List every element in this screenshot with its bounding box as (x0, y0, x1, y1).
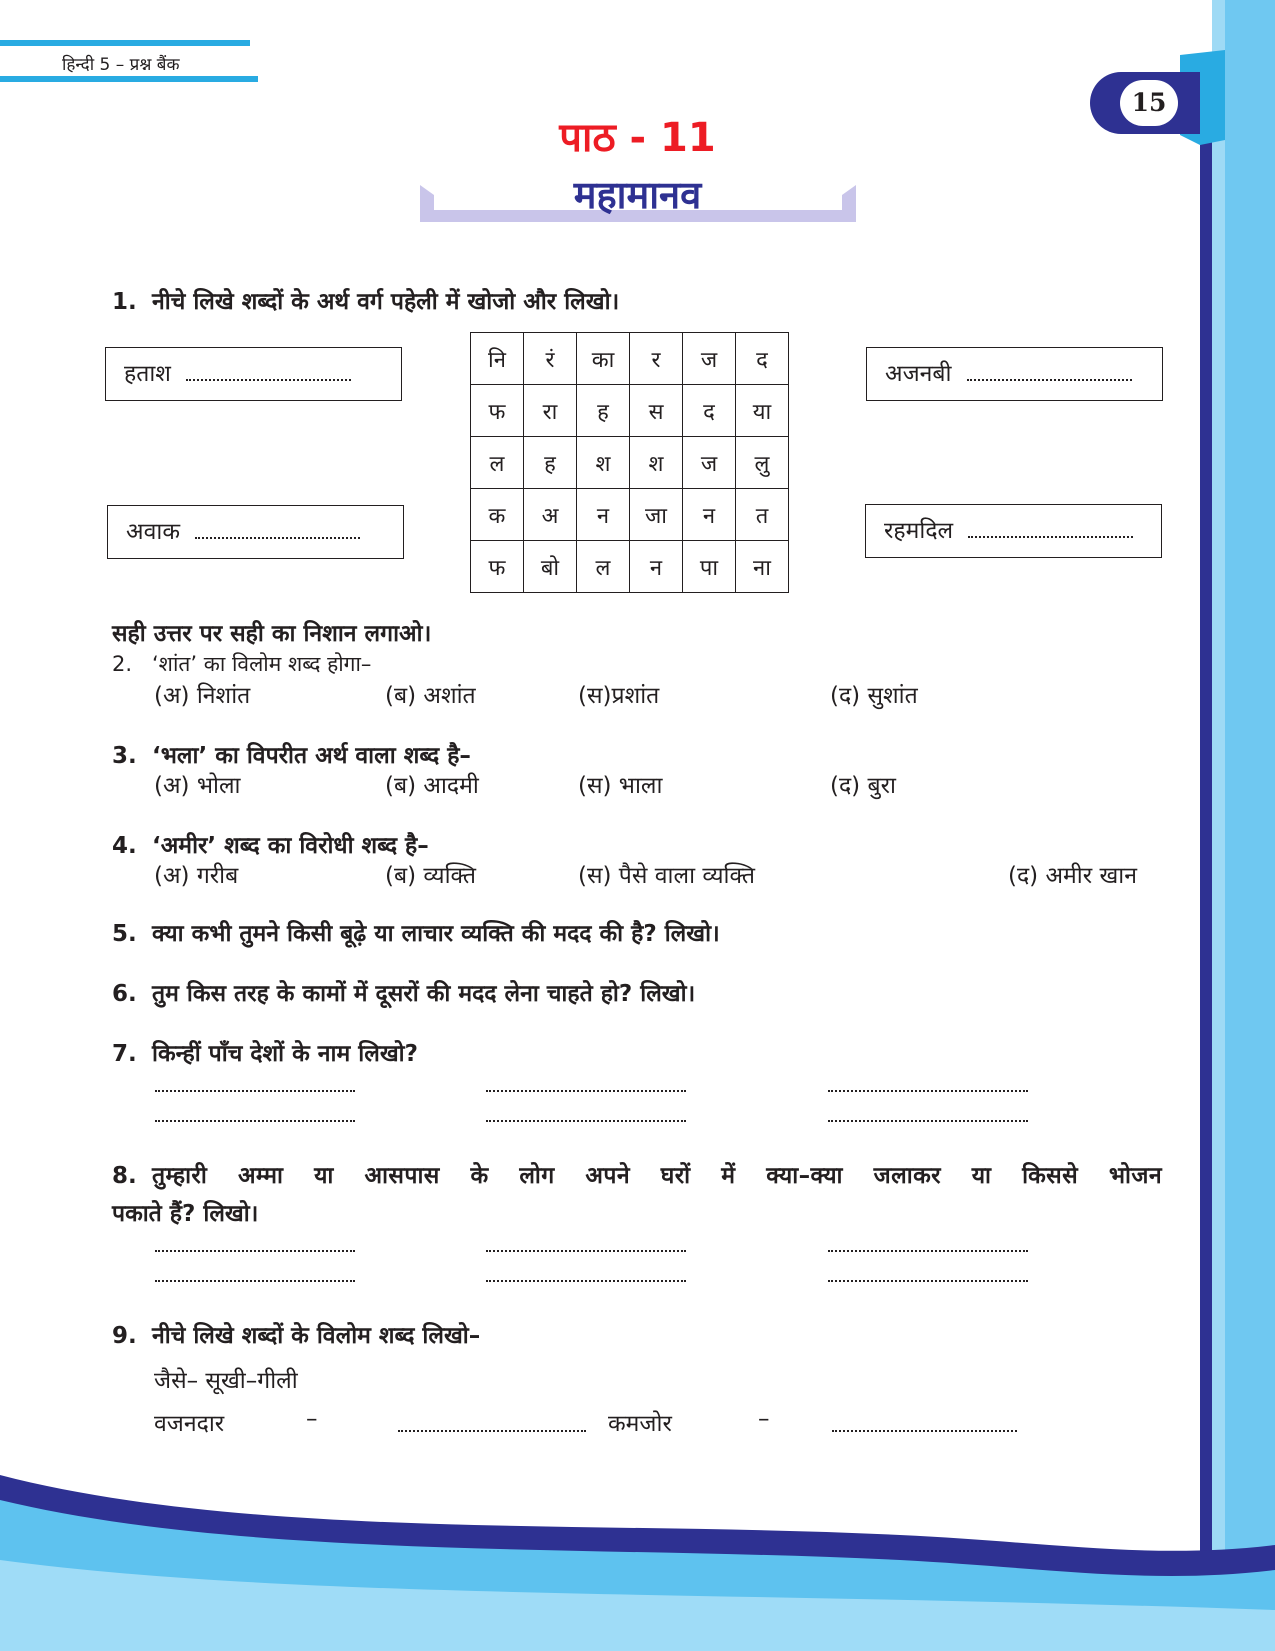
word-label: अजनबी (885, 361, 952, 387)
grid-row (471, 489, 789, 541)
grid-cell[interactable]: ज (683, 333, 736, 385)
option-b[interactable]: (ब) व्यक्ति (385, 863, 476, 889)
option-b[interactable]: (ब) आदमी (385, 773, 479, 799)
answer-line[interactable] (398, 1430, 586, 1432)
grid-cell[interactable]: नि (471, 333, 524, 385)
grid-cell[interactable]: ह (524, 437, 577, 489)
dash-1: – (306, 1406, 318, 1432)
grid-cell[interactable]: का (577, 333, 630, 385)
answer-line[interactable] (486, 1280, 686, 1282)
answer-line[interactable] (155, 1090, 355, 1092)
answer-line[interactable] (828, 1250, 1028, 1252)
question-number: 2. (112, 652, 133, 676)
question-number: 1. (112, 289, 137, 315)
question-4 (112, 828, 429, 860)
answer-line[interactable] (186, 365, 351, 381)
section-heading: सही उत्तर पर सही का निशान लगाओ। (112, 621, 432, 647)
option-c[interactable]: (स) पैसे वाला व्यक्ति (578, 863, 755, 889)
question-8-line-1 (112, 1158, 1162, 1190)
answer-line[interactable] (195, 523, 360, 539)
answer-line[interactable] (486, 1250, 686, 1252)
grid-cell[interactable]: फ (471, 541, 524, 593)
book-title: हिन्दी 5 – प्रश्न बैंक (62, 55, 180, 75)
grid-cell[interactable]: पा (683, 541, 736, 593)
grid-cell[interactable]: ज (683, 437, 736, 489)
lesson-number: पाठ - 11 (559, 115, 716, 161)
answer-line[interactable] (832, 1430, 1017, 1432)
grid-cell[interactable]: र (630, 333, 683, 385)
grid-cell[interactable]: लु (736, 437, 789, 489)
grid-cell[interactable]: फ (471, 385, 524, 437)
word-2: कमजोर (608, 1411, 672, 1437)
grid-cell[interactable]: क (471, 489, 524, 541)
grid-cell[interactable]: न (577, 489, 630, 541)
lesson-title: महामानव (573, 173, 702, 217)
grid-cell[interactable]: त (736, 489, 789, 541)
grid-cell[interactable]: ल (577, 541, 630, 593)
word-label: रहमदिल (884, 518, 954, 544)
word-label: अवाक (126, 519, 180, 545)
grid-cell[interactable]: द (736, 333, 789, 385)
question-text: ‘अमीर’ शब्द का विरोधी शब्द है– (152, 833, 429, 859)
question-text: क्या कभी तुमने किसी बूढ़े या लाचार व्यक्ति की मदद की है? लिखो। (152, 921, 720, 947)
option-d[interactable]: (द) अमीर खान (1008, 863, 1138, 889)
grid-cell[interactable]: या (736, 385, 789, 437)
question-text: किन्हीं पाँच देशों के नाम लिखो? (152, 1041, 418, 1067)
question-number: 7. (112, 1041, 137, 1067)
option-c[interactable]: (स)प्रशांत (578, 683, 660, 709)
question-text: नीचे लिखे शब्दों के अर्थ वर्ग पहेली में खोजो और लिखो। (152, 289, 620, 315)
option-b[interactable]: (ब) अशांत (385, 683, 476, 709)
question-text: तुम किस तरह के कामों में दूसरों की मदद लेना चाहते हो? लिखो। (152, 981, 696, 1007)
grid-row (471, 385, 789, 437)
option-a[interactable]: (अ) निशांत (154, 683, 251, 709)
grid-cell[interactable]: न (630, 541, 683, 593)
question-8-line-2: पकाते हैं? लिखो। (112, 1201, 259, 1227)
right-gradient-band (1212, 0, 1275, 1651)
option-c[interactable]: (स) भाला (578, 773, 663, 799)
answer-line[interactable] (828, 1280, 1028, 1282)
question-text: नीचे लिखे शब्दों के विलोम शब्द लिखो– (152, 1323, 481, 1349)
option-d[interactable]: (द) सुशांत (830, 683, 918, 709)
word-box-avaak (107, 505, 404, 559)
answer-line[interactable] (155, 1120, 355, 1122)
question-5 (112, 916, 720, 948)
word-1: वजनदार (154, 1411, 225, 1437)
question-number: 6. (112, 981, 137, 1007)
right-dark-stripe (1200, 55, 1212, 1560)
answer-line[interactable] (486, 1090, 686, 1092)
grid-row (471, 333, 789, 385)
example-text: जैसे– सूखी–गीली (154, 1368, 298, 1394)
option-a[interactable]: (अ) भोला (154, 773, 241, 799)
grid-cell[interactable]: ल (471, 437, 524, 489)
answer-line[interactable] (155, 1280, 355, 1282)
grid-cell[interactable]: बो (524, 541, 577, 593)
answer-line[interactable] (155, 1250, 355, 1252)
grid-cell[interactable]: अ (524, 489, 577, 541)
question-number: 5. (112, 921, 137, 947)
answer-line[interactable] (967, 365, 1132, 381)
question-9 (112, 1318, 480, 1350)
answer-line[interactable] (828, 1090, 1028, 1092)
word-label: हताश (124, 361, 171, 387)
grid-cell[interactable]: स (630, 385, 683, 437)
header-band-top (0, 40, 250, 46)
question-2 (112, 650, 371, 678)
question-6 (112, 976, 695, 1008)
option-a[interactable]: (अ) गरीब (154, 863, 239, 889)
grid-cell[interactable]: श (630, 437, 683, 489)
option-d[interactable]: (द) बुरा (830, 773, 896, 799)
answer-line[interactable] (486, 1120, 686, 1122)
word-box-ajnabi (866, 347, 1163, 401)
question-text: तुम्हारी अम्मा या आसपास के लोग अपने घरों में क्या–क्या जलाकर या किससे भोजन (152, 1163, 1162, 1189)
question-number: 4. (112, 833, 137, 859)
question-number: 9. (112, 1323, 137, 1349)
question-text: ‘भला’ का विपरीत अर्थ वाला शब्द है– (152, 743, 471, 769)
word-box-hatash (105, 347, 402, 401)
question-number: 3. (112, 743, 137, 769)
page-number: 15 (1131, 88, 1167, 117)
answer-line[interactable] (968, 522, 1133, 538)
word-search-grid (470, 332, 789, 593)
grid-cell[interactable]: न (683, 489, 736, 541)
grid-cell[interactable]: जा (630, 489, 683, 541)
grid-cell[interactable]: द (683, 385, 736, 437)
question-number: 8. (112, 1163, 137, 1189)
dash-2: – (758, 1406, 770, 1432)
question-7 (112, 1036, 418, 1068)
grid-row (471, 437, 789, 489)
answer-line[interactable] (828, 1120, 1028, 1122)
grid-cell[interactable]: रा (524, 385, 577, 437)
grid-cell[interactable]: ह (577, 385, 630, 437)
grid-row (471, 541, 789, 593)
header-band-bottom (0, 76, 258, 82)
question-text: ‘शांत’ का विलोम शब्द होगा– (152, 652, 372, 676)
grid-cell[interactable]: श (577, 437, 630, 489)
question-1 (112, 284, 619, 316)
word-box-rahamdil (865, 504, 1162, 558)
question-3 (112, 738, 471, 770)
grid-cell[interactable]: रं (524, 333, 577, 385)
grid-cell[interactable]: ना (736, 541, 789, 593)
